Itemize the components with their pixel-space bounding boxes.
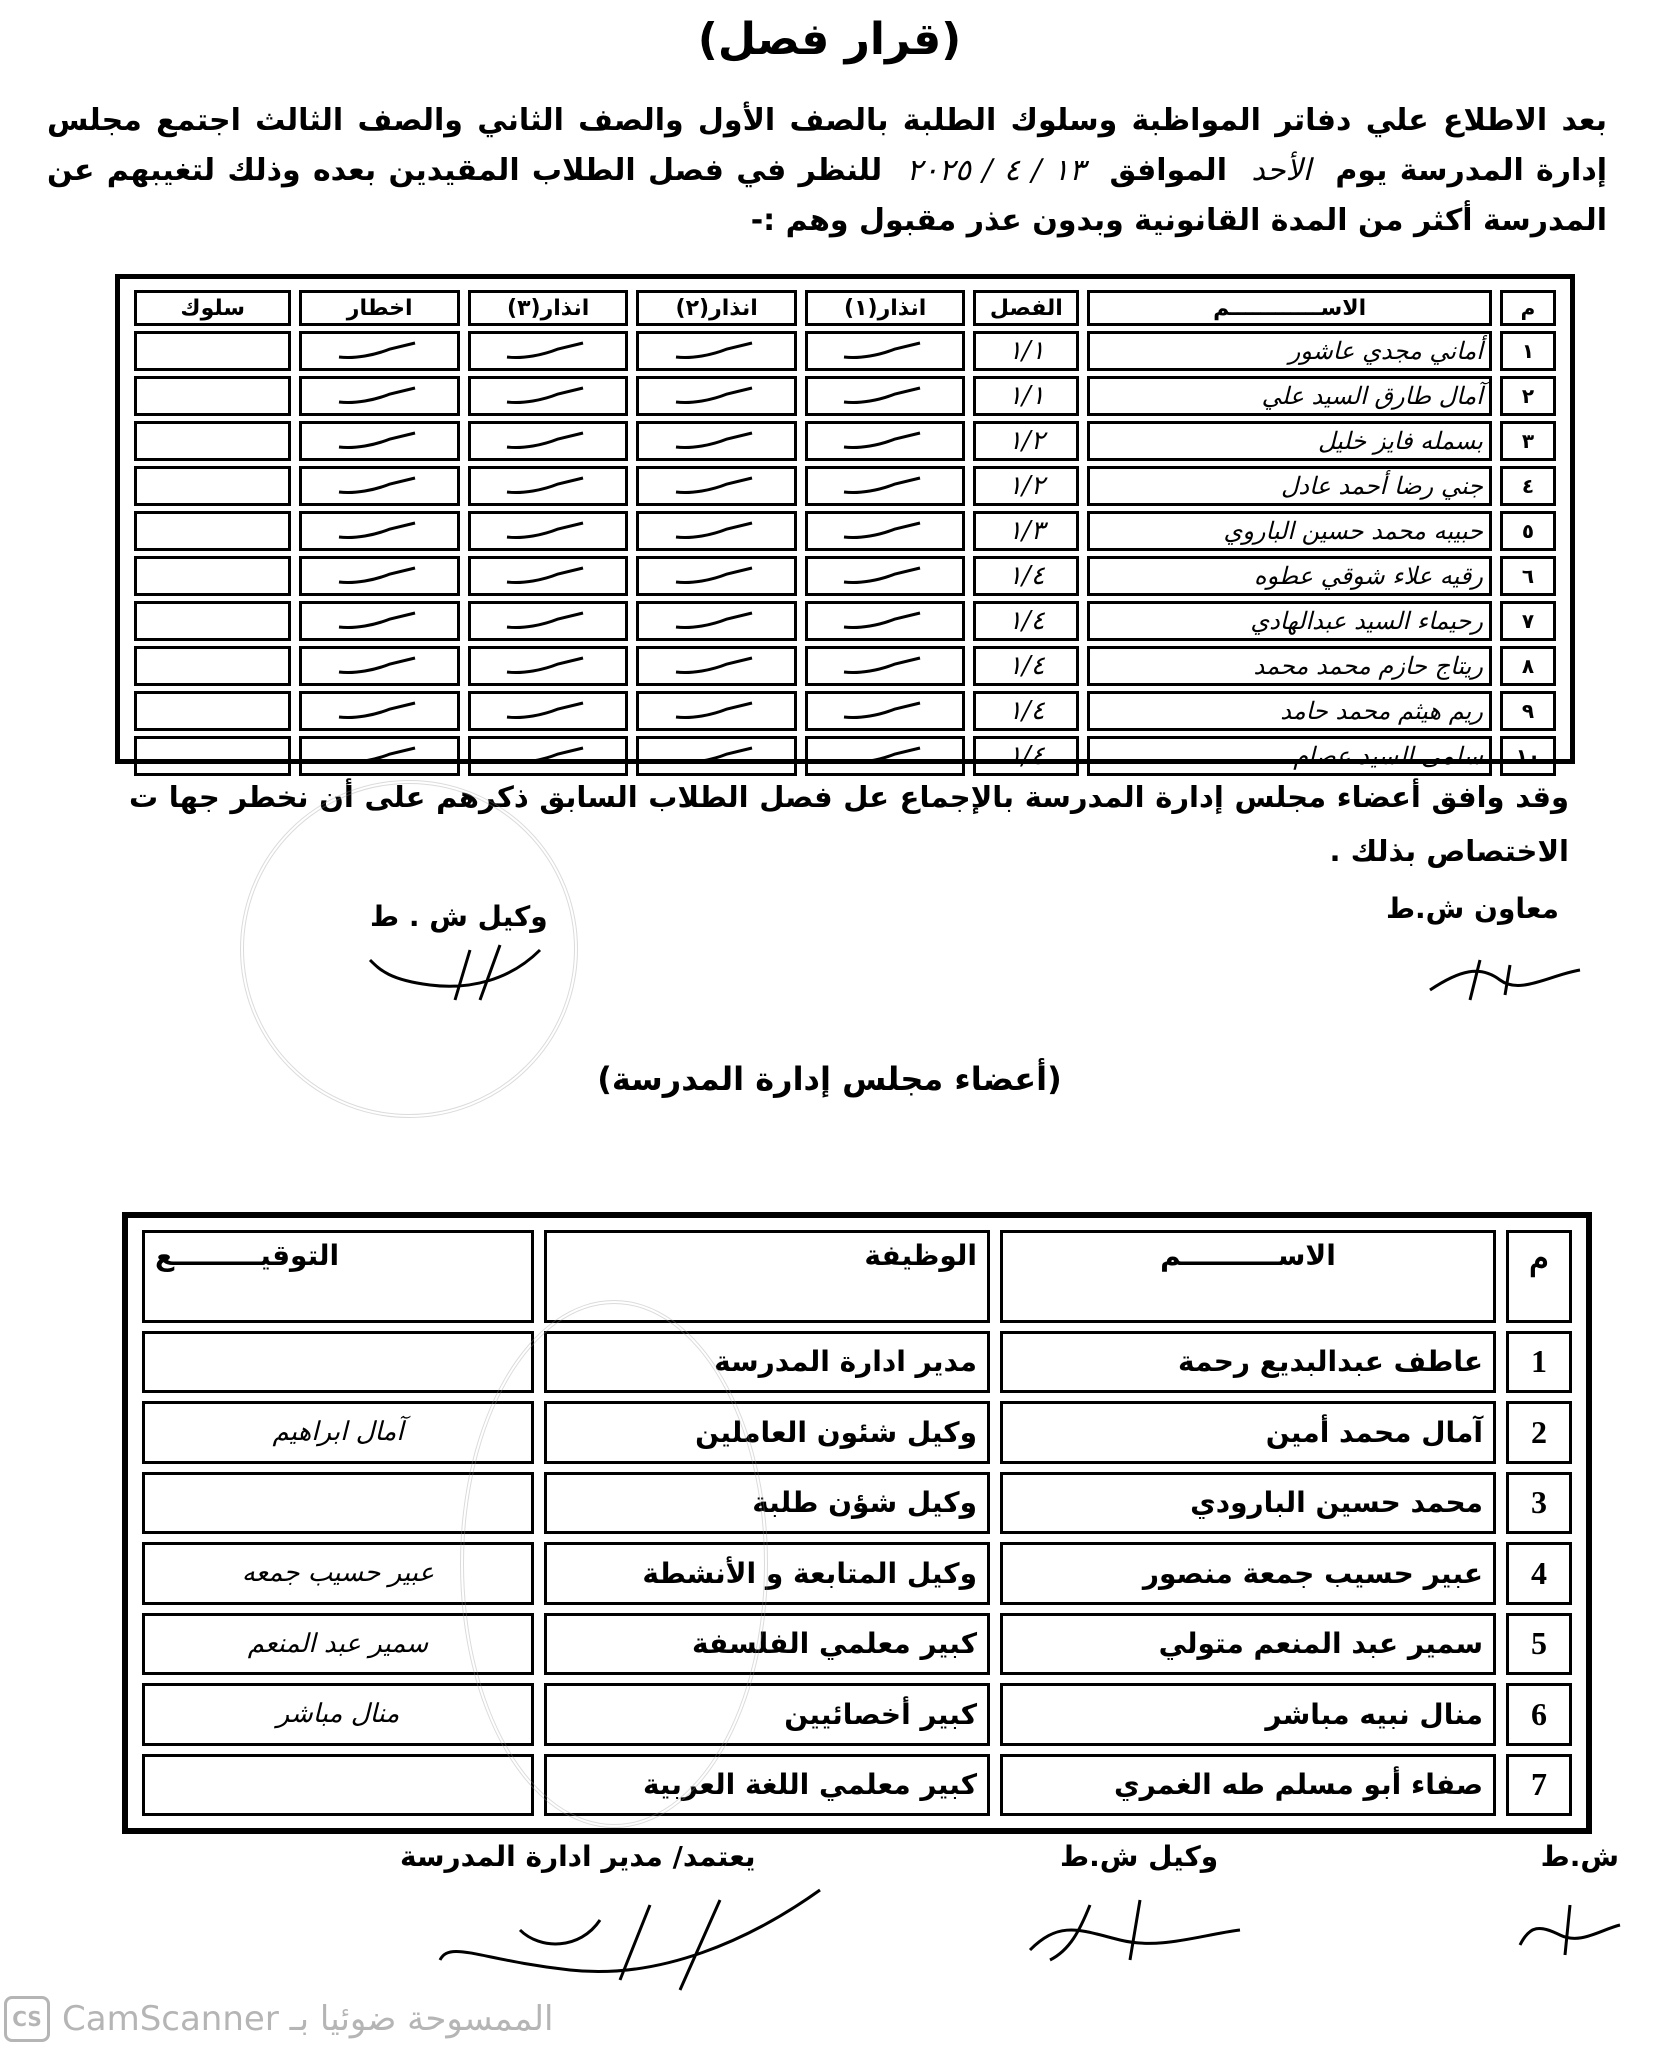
student-row: [134, 691, 1556, 731]
member-row: [142, 1542, 1572, 1604]
notice-check-icon: [299, 331, 460, 371]
student-row: [134, 421, 1556, 461]
student-class: ١/٣: [973, 511, 1079, 551]
intro-line2: للنظر في فصل الطلاب المقيدين بعده وذلك لتغيبهم عن المدرسة أكثر من المدة القانونية وبدون عذر مقبول وهم :-: [47, 153, 1607, 238]
student-name: ريم هيثم محمد حامد: [1087, 691, 1492, 731]
warning-2-check-icon: [636, 466, 797, 506]
member-num: 2: [1506, 1401, 1572, 1463]
members-header-name: الاســــــــــم: [1000, 1230, 1496, 1323]
student-class: ١/٤: [973, 601, 1079, 641]
member-job: وكيل شؤن طلبة: [544, 1472, 990, 1534]
warning-2-check-icon: [636, 511, 797, 551]
student-num: ٢: [1500, 376, 1556, 416]
member-row: [142, 1472, 1572, 1534]
intro-day-prefix: يوم: [1335, 153, 1388, 188]
member-row: [142, 1754, 1572, 1817]
member-name: منال نبيه مباشر: [1000, 1683, 1496, 1745]
member-signature: عبير حسيب جمعه: [142, 1542, 534, 1604]
member-job: كبير معلمي اللغة العربية: [544, 1754, 990, 1817]
member-name: عاطف عبدالبديع رحمة: [1000, 1331, 1496, 1393]
warning-1-check-icon: [805, 601, 966, 641]
student-num: ٩: [1500, 691, 1556, 731]
warning-1-check-icon: [805, 511, 966, 551]
conduct-cell: [134, 421, 291, 461]
deputy-label: وكيل ش . ط: [370, 900, 548, 933]
member-row: [142, 1331, 1572, 1393]
student-num: ٣: [1500, 421, 1556, 461]
student-num: ٤: [1500, 466, 1556, 506]
warning-3-check-icon: [468, 511, 629, 551]
student-row: [134, 646, 1556, 686]
student-row: [134, 511, 1556, 551]
student-affairs-signature-icon: [1510, 1895, 1630, 1965]
student-row: [134, 556, 1556, 596]
student-class: ١/٢: [973, 466, 1079, 506]
intro-line1: بعد الاطلاع علي دفاتر المواظبة وسلوك الطلبة بالصف الأول والصف الثاني والصف الثالث اجتمع مجلس إدارة المدرسة: [47, 103, 1607, 188]
warning-1-check-icon: [805, 556, 966, 596]
intro-paragraph: [47, 96, 1607, 246]
warning-3-check-icon: [468, 466, 629, 506]
warning-3-check-icon: [468, 691, 629, 731]
student-class: ١/٤: [973, 736, 1079, 776]
header-conduct: سلوك: [134, 290, 291, 326]
conduct-cell: [134, 466, 291, 506]
intro-date-handwritten: ١٣ / ٤ / ٢٠٢٥: [906, 153, 1086, 188]
members-header-num: م: [1506, 1230, 1572, 1323]
warning-2-check-icon: [636, 691, 797, 731]
member-job: كبير معلمي الفلسفة: [544, 1613, 990, 1675]
conduct-cell: [134, 331, 291, 371]
warning-3-check-icon: [468, 646, 629, 686]
principal-signature-icon: [420, 1880, 840, 2000]
student-num: ٥: [1500, 511, 1556, 551]
notice-check-icon: [299, 646, 460, 686]
member-signature: آمال ابراهيم: [142, 1401, 534, 1463]
student-name: سلمى السيد عصام: [1087, 736, 1492, 776]
document-title: (قرار فصل): [697, 14, 962, 65]
notice-check-icon: [299, 421, 460, 461]
student-row: [134, 376, 1556, 416]
student-name: آمال طارق السيد علي: [1087, 376, 1492, 416]
student-name: بسمله فايز خليل: [1087, 421, 1492, 461]
deputy-bottom-signature-icon: [1020, 1890, 1250, 1970]
camscanner-logo-icon: CS: [4, 1996, 50, 2042]
header-notice: اخطار: [299, 290, 460, 326]
member-signature: سمير عبد المنعم: [142, 1613, 534, 1675]
member-num: 4: [1506, 1542, 1572, 1604]
school-stamp-2-icon: [460, 1300, 768, 1828]
student-num: ١٠: [1500, 736, 1556, 776]
student-name: ريتاج حازم محمد محمد: [1087, 646, 1492, 686]
conduct-cell: [134, 646, 291, 686]
notice-check-icon: [299, 601, 460, 641]
scanner-text: CamScanner الممسوحة ضوئيا بـ: [62, 1999, 554, 2039]
student-name: حبيبه محمد حسين الباروي: [1087, 511, 1492, 551]
header-warning-3: انذار(٣): [468, 290, 629, 326]
student-name: جني رضا أحمد عادل: [1087, 466, 1492, 506]
student-class: ١/٤: [973, 556, 1079, 596]
member-signature: منال مباشر: [142, 1683, 534, 1745]
conduct-cell: [134, 601, 291, 641]
student-name: رحيماء السيد عبدالهادي: [1087, 601, 1492, 641]
student-num: ٧: [1500, 601, 1556, 641]
header-class: الفصل: [973, 290, 1079, 326]
conduct-cell: [134, 376, 291, 416]
header-name: الاســــــــــــم: [1087, 290, 1492, 326]
student-num: ٦: [1500, 556, 1556, 596]
warning-3-check-icon: [468, 421, 629, 461]
warning-2-check-icon: [636, 421, 797, 461]
notice-check-icon: [299, 376, 460, 416]
member-name: صفاء أبو مسلم طه الغمري: [1000, 1754, 1496, 1817]
warning-2-check-icon: [636, 376, 797, 416]
member-num: 5: [1506, 1613, 1572, 1675]
member-name: آمال محمد أمين: [1000, 1401, 1496, 1463]
member-name: عبير حسيب جمعة منصور: [1000, 1542, 1496, 1604]
deputy-signature-icon: [360, 940, 550, 1010]
warning-1-check-icon: [805, 376, 966, 416]
warning-2-check-icon: [636, 646, 797, 686]
intro-day-handwritten: الأحد: [1251, 153, 1312, 188]
intro-date-prefix: الموافق: [1109, 153, 1227, 188]
member-num: 6: [1506, 1683, 1572, 1745]
members-header-signature: التوقيـــــــــع: [142, 1230, 534, 1323]
assistant-signature-icon: [1420, 950, 1590, 1010]
member-signature: [142, 1754, 534, 1817]
member-row: [142, 1613, 1572, 1675]
members-table: [122, 1212, 1592, 1834]
header-num: م: [1500, 290, 1556, 326]
member-num: 1: [1506, 1331, 1572, 1393]
members-title: (أعضاء مجلس إدارة المدرسة): [597, 1060, 1062, 1098]
warning-1-check-icon: [805, 691, 966, 731]
notice-check-icon: [299, 556, 460, 596]
member-num: 3: [1506, 1472, 1572, 1534]
conduct-cell: [134, 556, 291, 596]
member-job: كبير أخصائيين: [544, 1683, 990, 1745]
warning-2-check-icon: [636, 331, 797, 371]
decision-paragraph: وقد وافق أعضاء مجلس إدارة المدرسة بالإجماع عل فصل الطلاب السابق ذكرهم على أن نخطر جها ت الاختصاص بذلك .: [129, 780, 1569, 868]
scanner-watermark: [4, 1996, 553, 2042]
member-num: 7: [1506, 1754, 1572, 1817]
warning-1-check-icon: [805, 331, 966, 371]
member-job: مدير ادارة المدرسة: [544, 1331, 990, 1393]
members-header-job: الوظيفة: [544, 1230, 990, 1323]
student-num: ٨: [1500, 646, 1556, 686]
student-class: ١/٤: [973, 691, 1079, 731]
student-row: [134, 601, 1556, 641]
member-job: وكيل شئون العاملين: [544, 1401, 990, 1463]
student-class: ١/٢: [973, 421, 1079, 461]
member-row: [142, 1683, 1572, 1745]
member-job: وكيل المتابعة و الأنشطة: [544, 1542, 990, 1604]
student-row: [134, 466, 1556, 506]
student-affairs-label: ش.ط: [1540, 1840, 1619, 1873]
notice-check-icon: [299, 511, 460, 551]
conduct-cell: [134, 691, 291, 731]
header-warning-1: انذار(١): [805, 290, 966, 326]
student-class: ١/١: [973, 376, 1079, 416]
member-signature: [142, 1331, 534, 1393]
warning-3-check-icon: [468, 331, 629, 371]
conduct-cell: [134, 511, 291, 551]
student-row: [134, 331, 1556, 371]
warning-3-check-icon: [468, 376, 629, 416]
students-table-header: [134, 290, 1556, 326]
warning-1-check-icon: [805, 466, 966, 506]
member-name: سمير عبد المنعم متولي: [1000, 1613, 1496, 1675]
notice-check-icon: [299, 691, 460, 731]
notice-check-icon: [299, 466, 460, 506]
warning-1-check-icon: [805, 646, 966, 686]
assistant-label: معاون ش.ط: [1385, 892, 1559, 925]
warning-1-check-icon: [805, 421, 966, 461]
warning-3-check-icon: [468, 556, 629, 596]
student-class: ١/١: [973, 331, 1079, 371]
student-name: رقيه علاء شوقي عطوه: [1087, 556, 1492, 596]
student-name: أماني مجدي عاشور: [1087, 331, 1492, 371]
members-table-header: [142, 1230, 1572, 1323]
students-table: [115, 274, 1575, 771]
member-name: محمد حسين البارودي: [1000, 1472, 1496, 1534]
student-num: ١: [1500, 331, 1556, 371]
header-warning-2: انذار(٢): [636, 290, 797, 326]
warning-2-check-icon: [636, 601, 797, 641]
principal-approval-label: يعتمد/ مدير ادارة المدرسة: [400, 1840, 756, 1873]
student-class: ١/٤: [973, 646, 1079, 686]
warning-3-check-icon: [468, 601, 629, 641]
deputy-bottom-label: وكيل ش.ط: [1060, 1840, 1219, 1873]
member-row: [142, 1401, 1572, 1463]
warning-2-check-icon: [636, 556, 797, 596]
